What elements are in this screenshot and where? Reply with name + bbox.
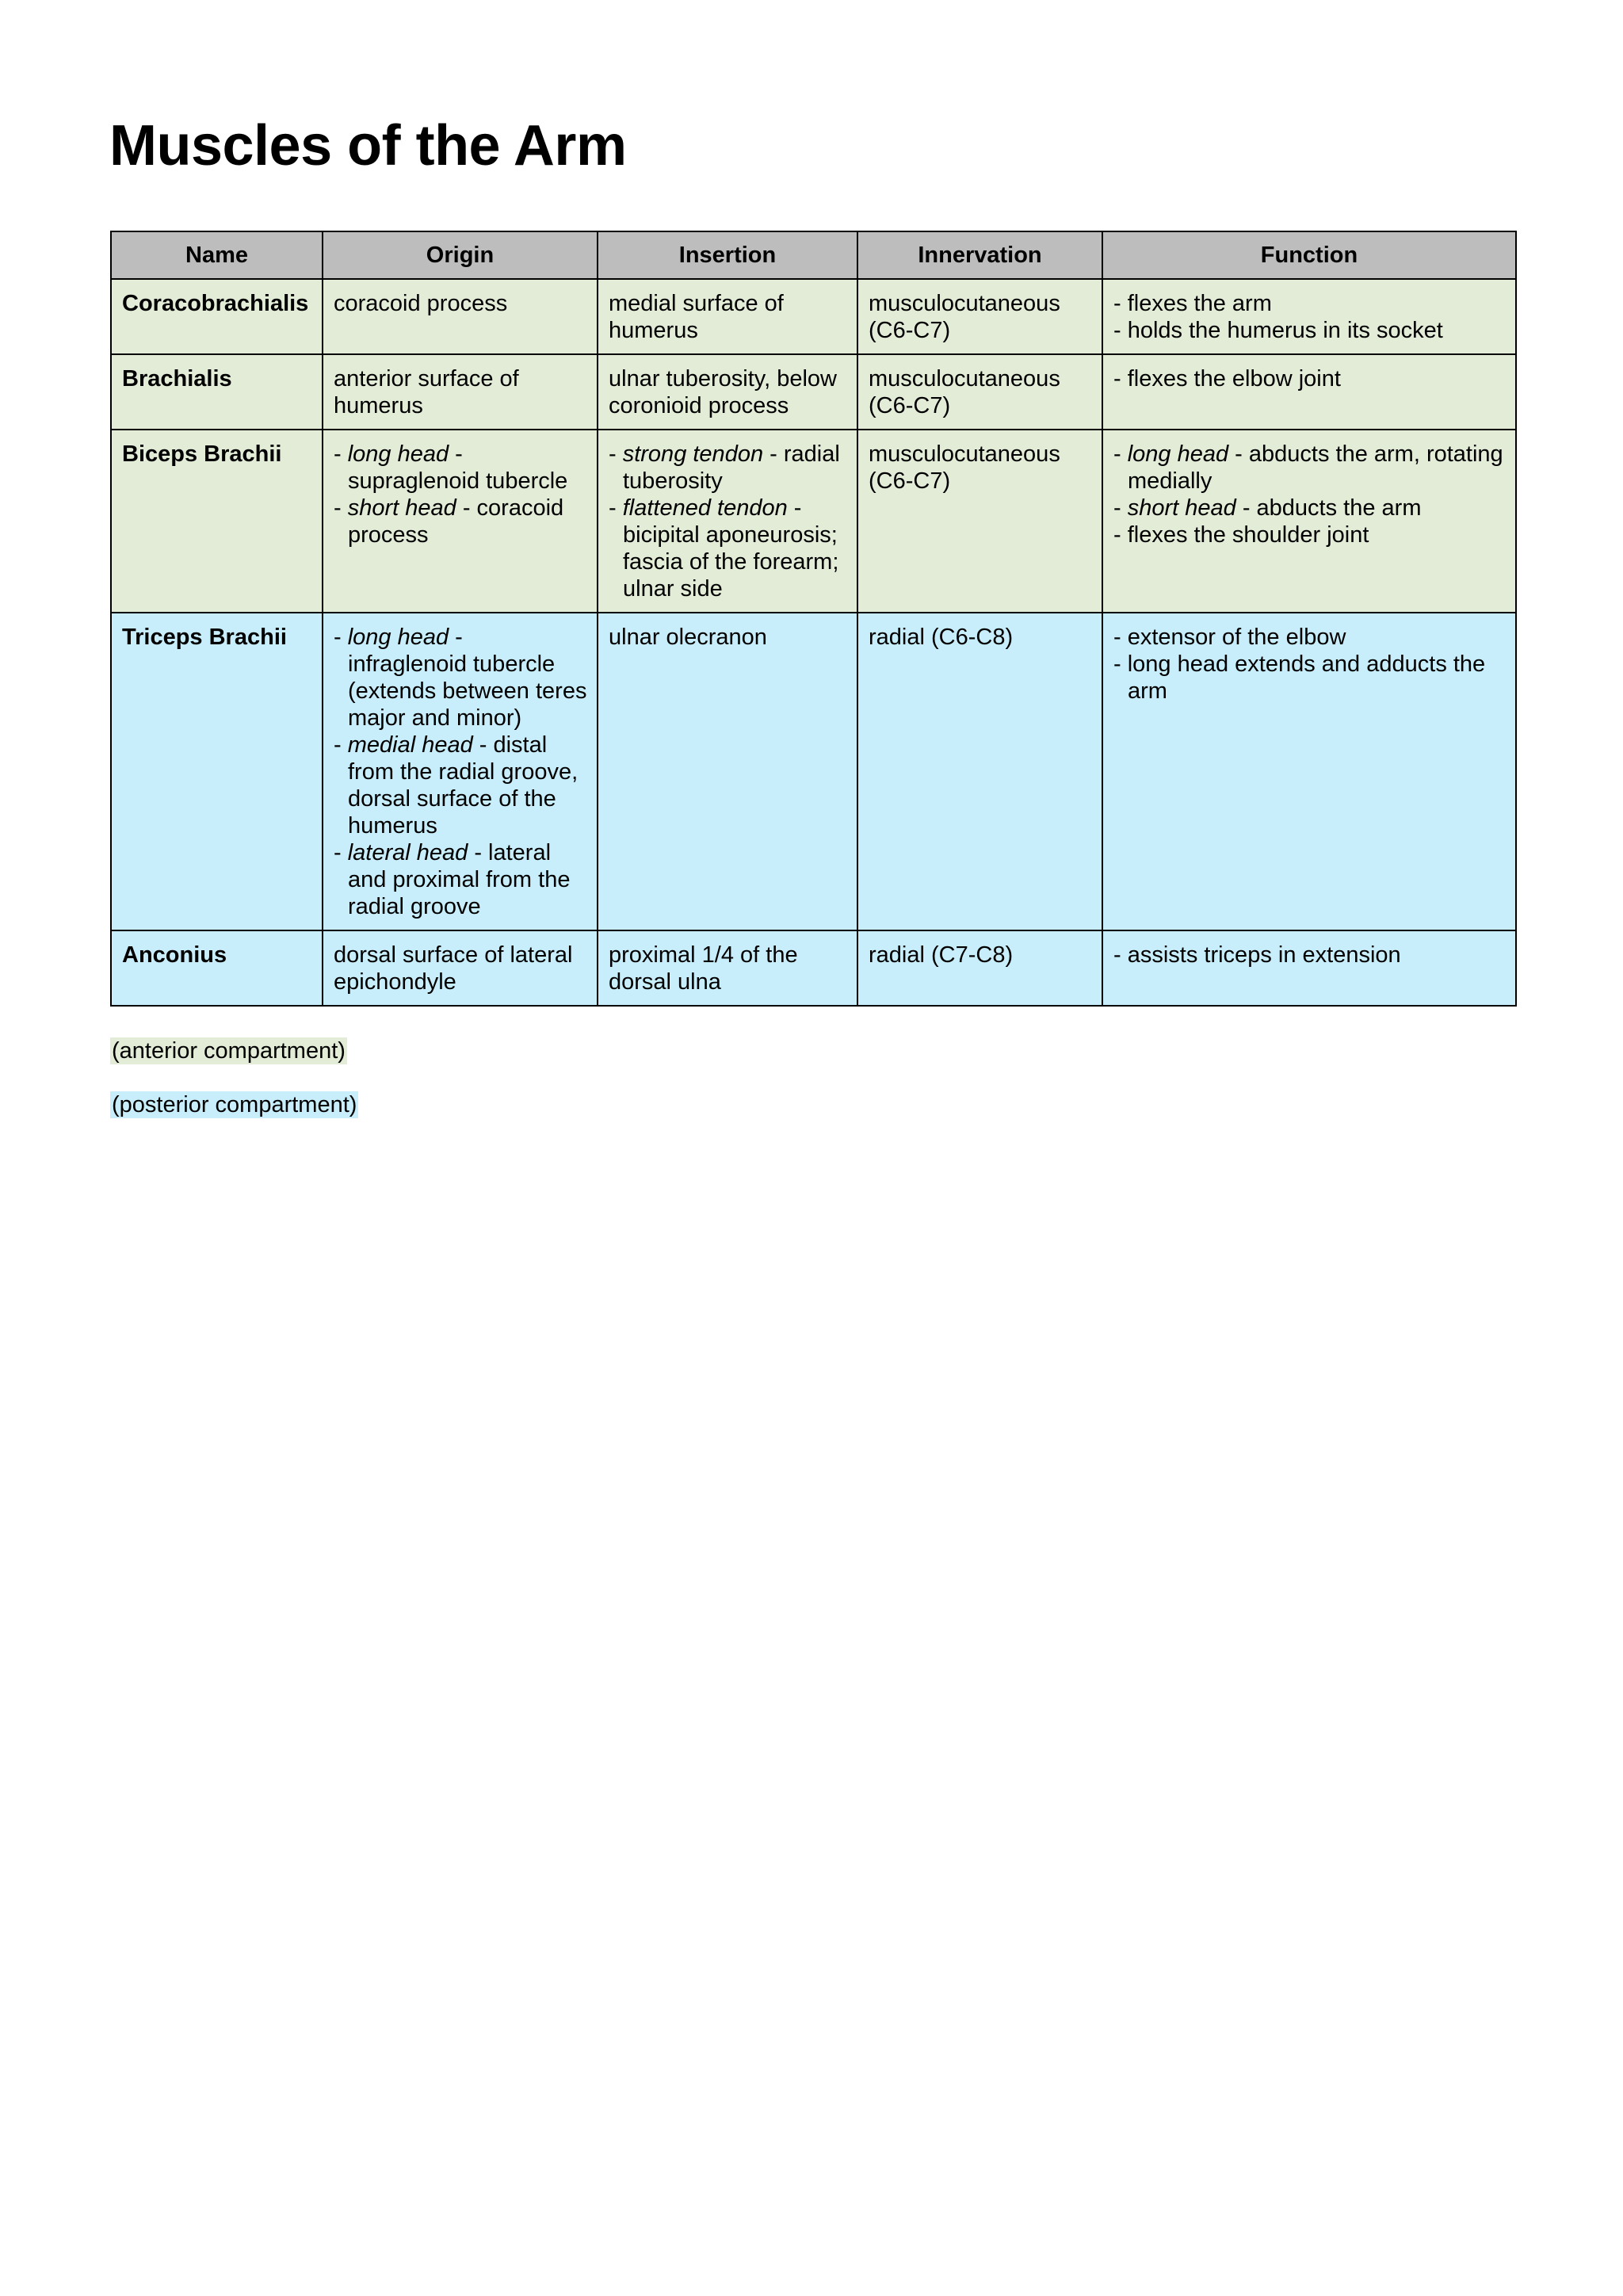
- origin-item: - lateral head - lateral and proximal from the radial groove: [334, 839, 587, 920]
- muscles-table: [110, 231, 1517, 1007]
- origin-cell: coracoid process: [323, 279, 598, 354]
- origin-item: - short head - coracoid process: [334, 495, 587, 548]
- origin-cell: anterior surface of humerus: [323, 354, 598, 430]
- page-title: Muscles of the Arm: [109, 114, 627, 178]
- insertion-cell: ulnar olecranon: [598, 613, 857, 930]
- innervation-cell: radial (C7-C8): [857, 930, 1102, 1006]
- function-item: - flexes the shoulder joint: [1113, 521, 1506, 548]
- table-row: [111, 613, 1516, 930]
- table-row: [111, 930, 1516, 1006]
- muscle-name: Triceps Brachii: [111, 613, 323, 930]
- insertion-cell: ulnar tuberosity, below coronioid process: [598, 354, 857, 430]
- function-item: - long head extends and adducts the arm: [1113, 651, 1506, 705]
- innervation-cell: musculocutaneous (C6-C7): [857, 430, 1102, 613]
- function-item: - flexes the elbow joint: [1113, 365, 1506, 392]
- muscle-name: Brachialis: [111, 354, 323, 430]
- innervation-cell: musculocutaneous (C6-C7): [857, 279, 1102, 354]
- column-header-name: Name: [111, 231, 323, 279]
- origin-cell: [323, 430, 598, 613]
- function-item: - assists triceps in extension: [1113, 942, 1506, 968]
- origin-item: - medial head - distal from the radial groove, dorsal surface of the humerus: [334, 732, 587, 839]
- function-cell: [1102, 930, 1516, 1006]
- table-header-row: [111, 231, 1516, 279]
- function-item: - flexes the arm: [1113, 290, 1506, 317]
- muscle-name: Biceps Brachii: [111, 430, 323, 613]
- table-row: [111, 279, 1516, 354]
- insertion-cell: [598, 430, 857, 613]
- column-header-insertion: Insertion: [598, 231, 857, 279]
- insertion-cell: medial surface of humerus: [598, 279, 857, 354]
- function-item: - extensor of the elbow: [1113, 624, 1506, 651]
- insertion-item: - strong tendon - radial tuberosity: [609, 441, 847, 495]
- function-item: - long head - abducts the arm, rotating medially: [1113, 441, 1506, 495]
- function-cell: [1102, 430, 1516, 613]
- innervation-cell: radial (C6-C8): [857, 613, 1102, 930]
- function-item: - holds the humerus in its socket: [1113, 317, 1506, 344]
- function-cell: [1102, 279, 1516, 354]
- table-row: [111, 430, 1516, 613]
- column-header-function: Function: [1102, 231, 1516, 279]
- function-item: - short head - abducts the arm: [1113, 495, 1506, 521]
- origin-cell: [323, 613, 598, 930]
- function-cell: [1102, 354, 1516, 430]
- origin-item: - long head - infraglenoid tubercle (extends between teres major and minor): [334, 624, 587, 732]
- table-row: [111, 354, 1516, 430]
- legend-posterior-compartment: (posterior compartment): [112, 1092, 357, 1117]
- muscle-name: Anconius: [111, 930, 323, 1006]
- insertion-item: - flattened tendon - bicipital aponeurosis; fascia of the forearm; ulnar side: [609, 495, 847, 602]
- insertion-cell: proximal 1/4 of the dorsal ulna: [598, 930, 857, 1006]
- muscle-name: Coracobrachialis: [111, 279, 323, 354]
- origin-item: - long head - supraglenoid tubercle: [334, 441, 587, 495]
- function-cell: [1102, 613, 1516, 930]
- innervation-cell: musculocutaneous (C6-C7): [857, 354, 1102, 430]
- origin-cell: dorsal surface of lateral epichondyle: [323, 930, 598, 1006]
- column-header-innervation: Innervation: [857, 231, 1102, 279]
- column-header-origin: Origin: [323, 231, 598, 279]
- legend-anterior-compartment: (anterior compartment): [112, 1038, 346, 1064]
